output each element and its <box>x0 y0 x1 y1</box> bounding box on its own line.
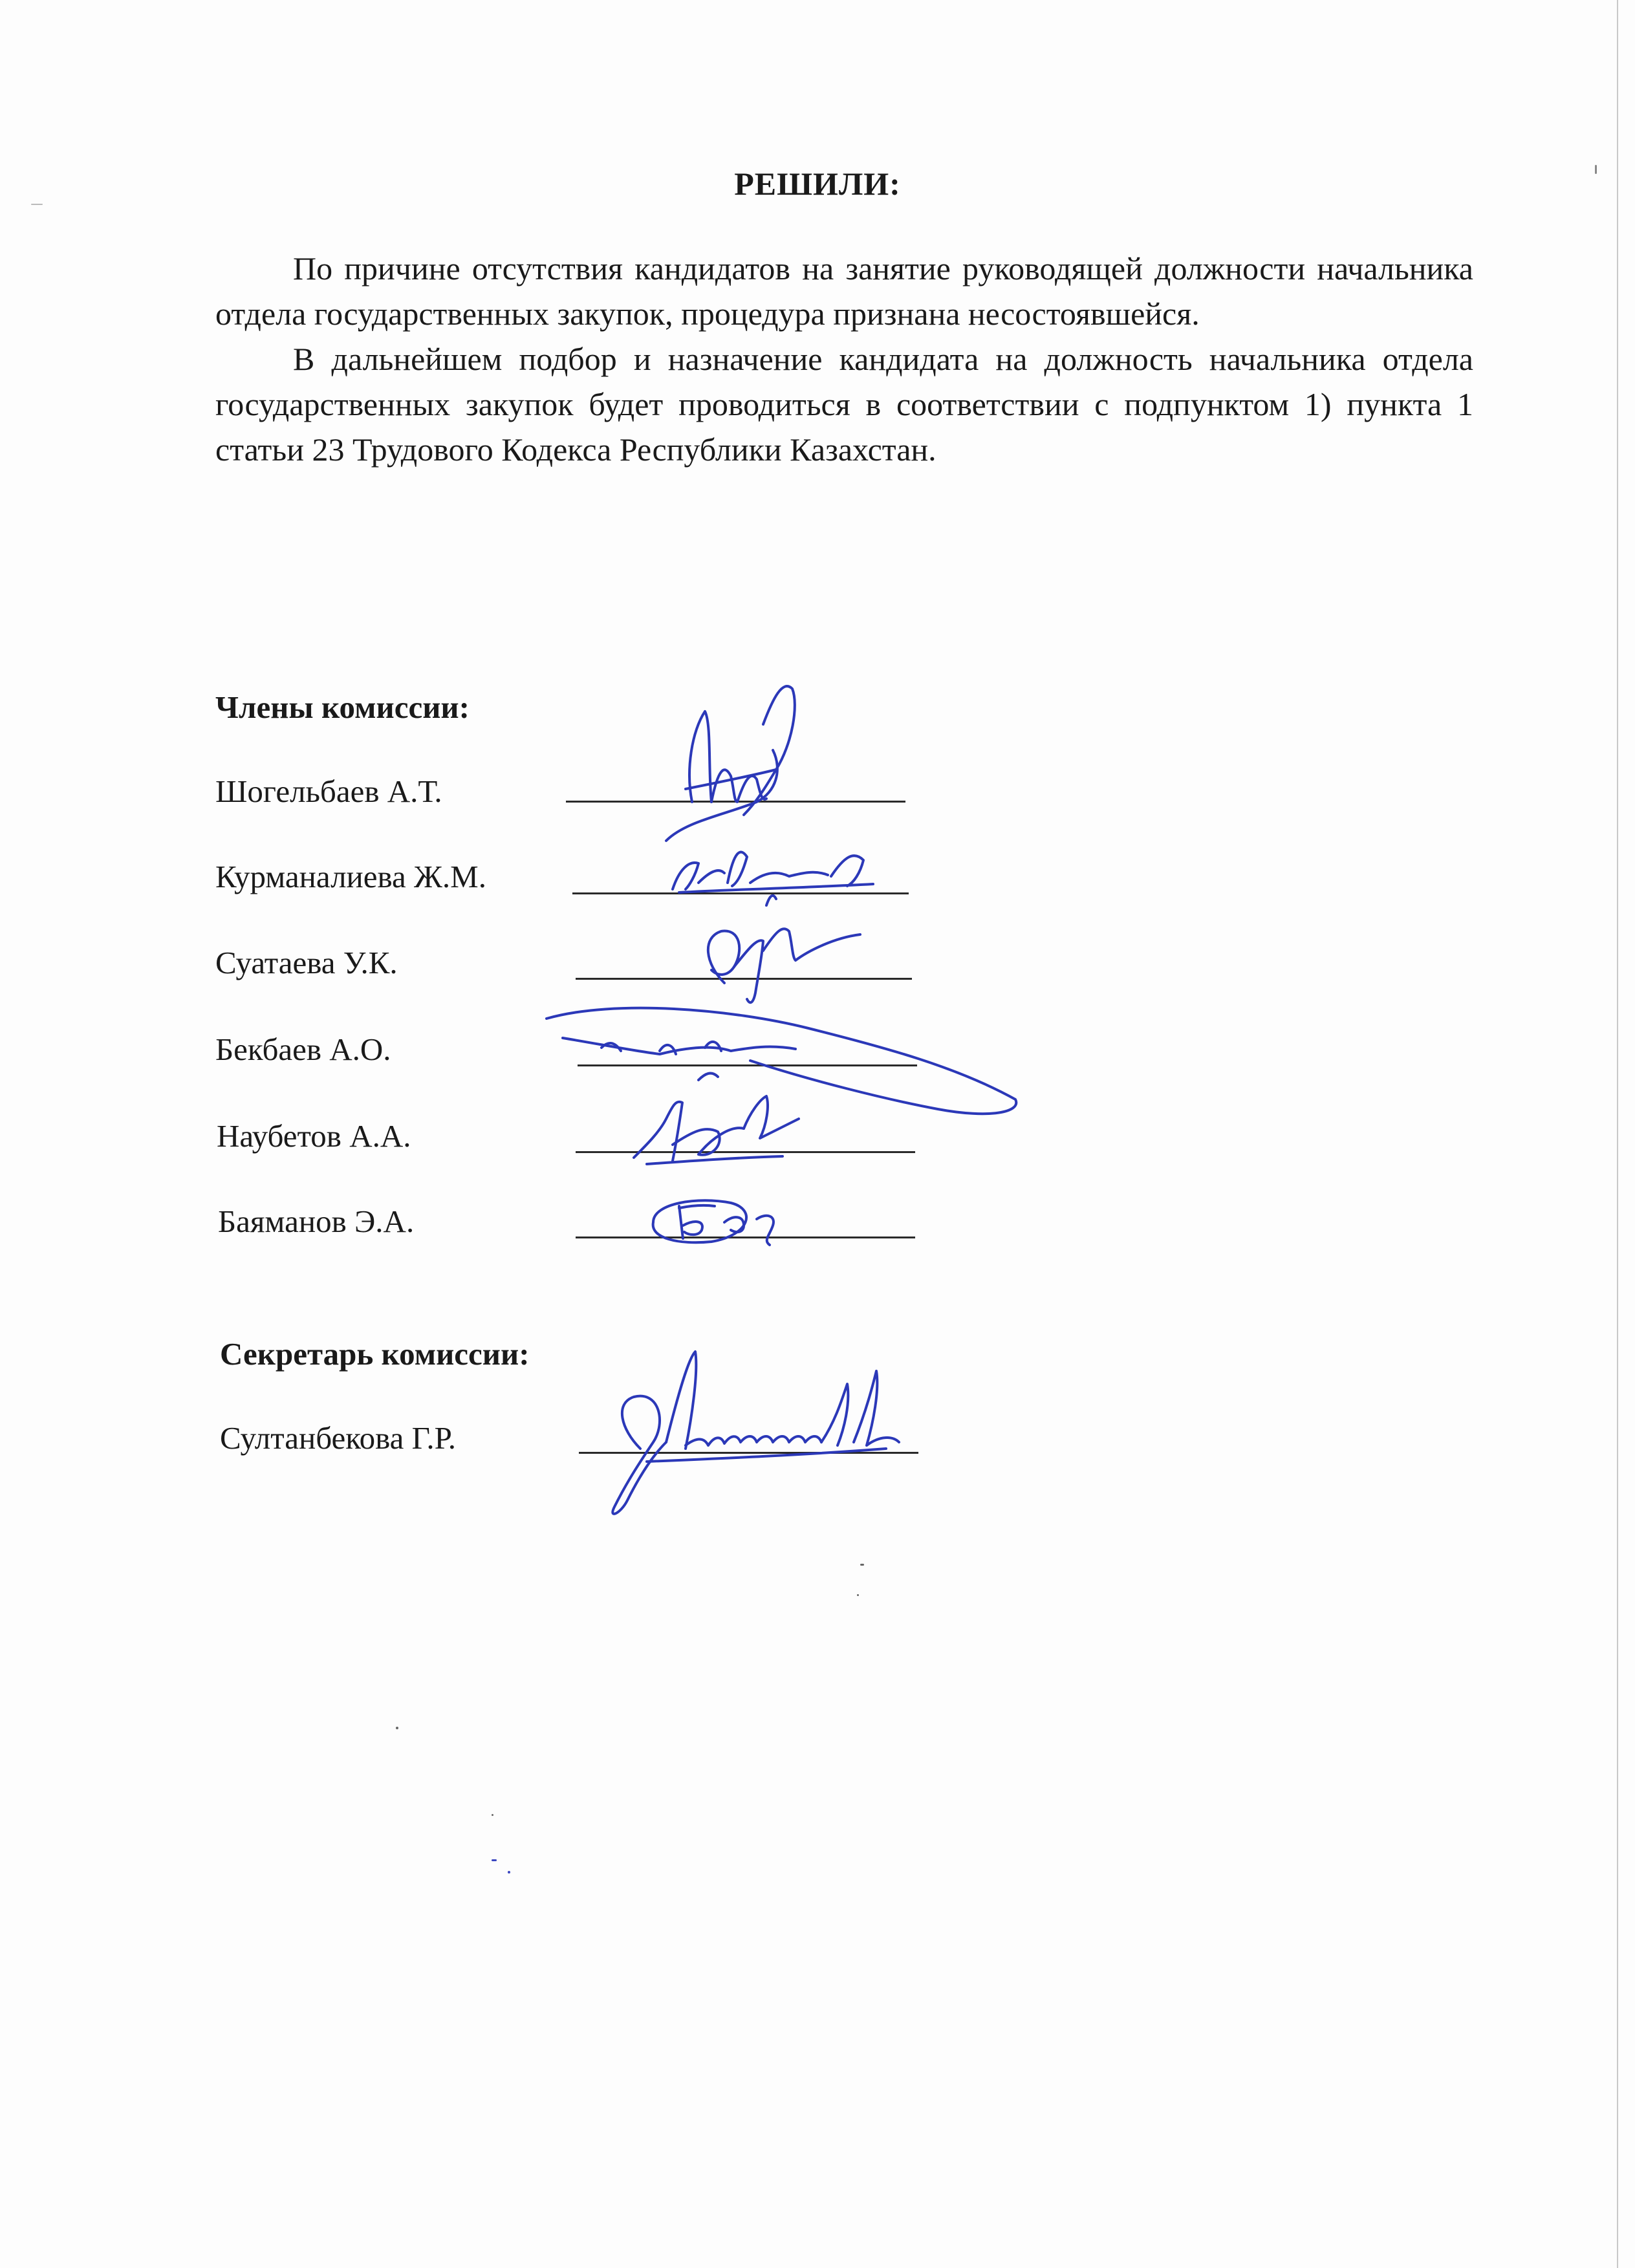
decision-body <box>215 246 1473 472</box>
decision-paragraph-2: В дальнейшем подбор и назначение кандидата на должность начальника отдела государственных закупок будет проводиться в соответствии с подпунктом 1) пункта 1 статьи 23 Трудового Кодекса Республики Казахстан. <box>215 341 1473 468</box>
secretary-name: Султанбекова Г.Р. <box>220 1420 457 1456</box>
scan-edge-right <box>1617 0 1618 2268</box>
member-name-4: Бекбаев А.О. <box>215 1031 391 1067</box>
member-name-2: Курманалиева Ж.М. <box>215 859 486 894</box>
decision-heading: РЕШИЛИ: <box>734 166 901 202</box>
members-title: Члены комиссии: <box>215 689 470 725</box>
secretary-title: Секретарь комиссии: <box>220 1336 530 1372</box>
scan-speck <box>508 1871 510 1874</box>
member-name-5: Наубетов А.А. <box>217 1118 411 1154</box>
scan-speck <box>860 1564 864 1566</box>
signature-5 <box>621 1061 815 1177</box>
member-name-6: Баяманов Э.А. <box>218 1204 415 1239</box>
scan-speck <box>1595 165 1597 174</box>
member-name-1: Шогельбаев А.Т. <box>215 773 442 809</box>
signature-6 <box>640 1183 802 1255</box>
scan-speck <box>31 204 43 205</box>
scan-speck <box>396 1727 398 1729</box>
scan-speck <box>492 1859 497 1861</box>
member-name-3: Суатаева У.К. <box>215 945 398 980</box>
signature-1 <box>647 673 815 854</box>
decision-paragraph-1: По причине отсутствия кандидатов на занятие руководящей должности начальника отдела государственных закупок, процедура признана несостоявшейся. <box>215 250 1473 332</box>
signature-secretary <box>582 1332 931 1526</box>
scan-speck <box>857 1594 859 1596</box>
scan-speck <box>492 1814 493 1816</box>
